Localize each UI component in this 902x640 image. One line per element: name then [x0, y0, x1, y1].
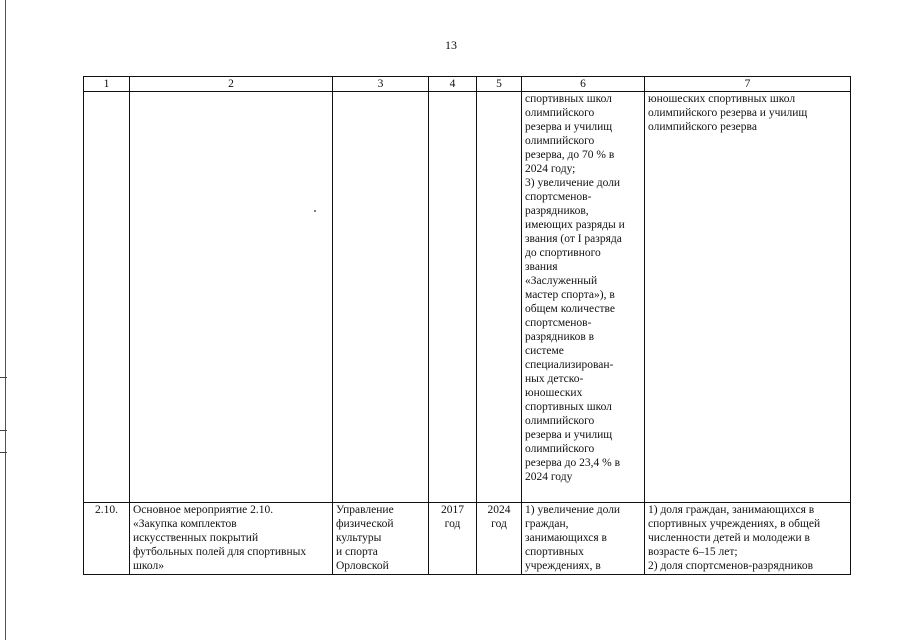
header-row	[84, 77, 851, 92]
cell-end-year	[477, 92, 522, 503]
cell-number	[84, 92, 130, 503]
cell-measure-name: Основное мероприятие 2.10. «Закупка комплектов искусственных покрытий футбольных полей для спортивных школ»	[130, 503, 333, 575]
cell-executor	[333, 92, 429, 503]
binding-mark	[0, 430, 7, 431]
header-cell-5: 5	[477, 77, 522, 92]
cell-start-year	[429, 92, 477, 503]
cell-indicators: 1) доля граждан, занимающихся в спортивных учреждениях, в общей численности детей и молодежи в возрасте 6–15 лет; 2) доля спортсменов-разрядников	[645, 503, 851, 575]
header-cell-4: 4	[429, 77, 477, 92]
cell-expected-result: 1) увеличение доли граждан, занимающихся в спортивных учреждениях, в	[522, 503, 645, 575]
page-number: 13	[445, 38, 457, 52]
cell-executor: Управление физической культуры и спорта Орловской	[333, 503, 429, 575]
header-cell-7: 7	[645, 77, 851, 92]
header-cell-2: 2	[130, 77, 333, 92]
table-row	[84, 503, 851, 575]
table-row	[84, 92, 851, 503]
measures-table	[83, 76, 851, 575]
binding-mark	[0, 377, 7, 378]
cell-start-year: 2017 год	[429, 503, 477, 575]
page-left-edge	[5, 0, 6, 640]
header-cell-1: 1	[84, 77, 130, 92]
cell-end-year: 2024 год	[477, 503, 522, 575]
header-cell-6: 6	[522, 77, 645, 92]
cell-measure-name	[130, 92, 333, 503]
binding-mark	[0, 452, 7, 453]
header-cell-3: 3	[333, 77, 429, 92]
cell-number: 2.10.	[84, 503, 130, 575]
cell-expected-result: спортивных школ олимпийского резерва и училищ олимпийского резерва, до 70 % в 2024 году; 3) увеличение доли спортсменов- разрядников, имеющих разряды и звания (от I разряда до спортивного звания «Заслуженный мастер спорта»), в общем количестве спортсменов- разрядников в системе специализирован- ных детско- юношеских спортивных школ олимпийского резерва и училищ олимпийского резерва до 23,4 % в 2024 году	[522, 92, 645, 503]
cell-indicators: юношеских спортивных школ олимпийского резерва и училищ олимпийского резерва	[645, 92, 851, 503]
